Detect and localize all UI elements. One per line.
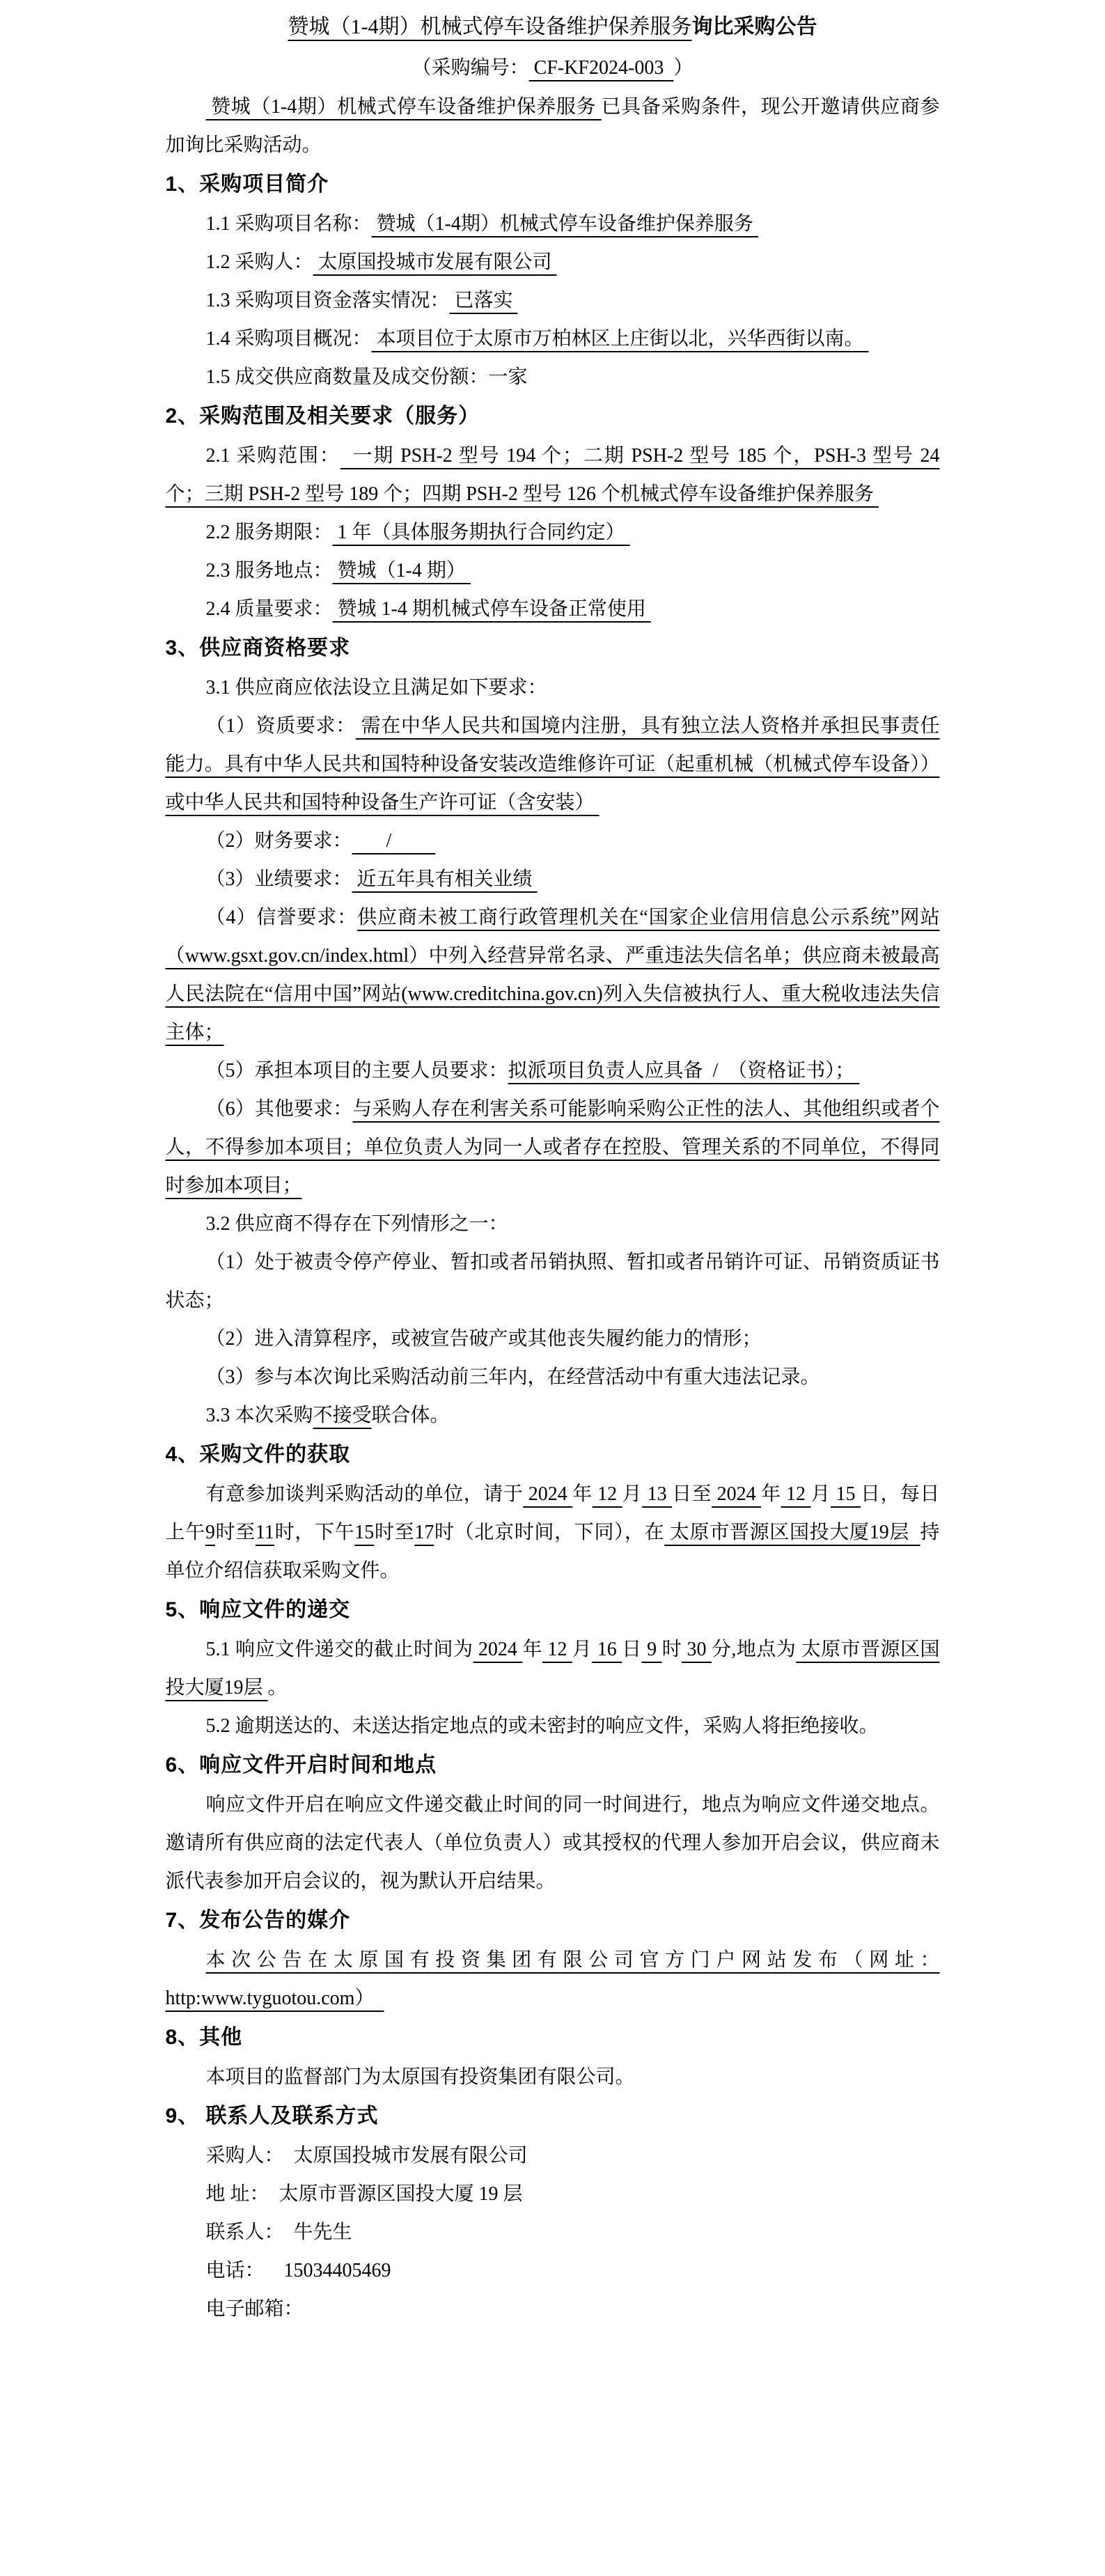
item-5-1-run: 。 (267, 1677, 288, 1699)
item-3-1-run: 3.1 供应商应依法设立且满足如下要求： (205, 677, 547, 698)
section-2-heading (166, 396, 940, 437)
procurement-number-run: CF-KF2024-003 (528, 57, 674, 79)
item-3-1-req-5-run: 拟派项目负责人应具备 / （资格证书）； (508, 1060, 860, 1082)
section-4-paragraph-run: 2024 (712, 1483, 762, 1505)
item-2-4-run: 赞城 1-4 期机械式停车设备正常使用 (332, 598, 651, 620)
intro-paragraph-run: 已具备采购条件，现公开邀请供应商参加询比采购活动。 (165, 96, 940, 156)
section-4-paragraph-run: 年 (761, 1483, 781, 1505)
section-8-heading-run: 8、其他 (165, 2026, 243, 2049)
procurement-number-run: （采购编号： (412, 57, 529, 79)
item-3-2-case-2 (166, 1320, 940, 1358)
section-4-paragraph-run: 12 (781, 1483, 811, 1505)
doc-title-run: 赞城（1-4期）机械式停车设备维护保养服务 (288, 15, 692, 38)
section-4-paragraph-run: 日，每日上午 (165, 1483, 940, 1543)
item-5-1-run: 日 (622, 1639, 642, 1660)
item-2-2-run: 1 年（具体服务期执行合同约定） (332, 522, 630, 543)
section-5-heading (166, 1590, 940, 1630)
item-3-2 (166, 1205, 940, 1243)
item-3-3-run: 不接受 (313, 1405, 372, 1426)
item-5-1-run: 年 (522, 1639, 542, 1660)
item-2-2 (166, 513, 940, 552)
section-2-heading-run: 2、采购范围及相关要求（服务） (165, 405, 480, 428)
item-3-1-req-4 (166, 898, 940, 1052)
item-3-2-case-3 (166, 1358, 940, 1396)
section-4-paragraph-run: 时（北京时间，下同），在 (434, 1522, 665, 1543)
item-3-1 (166, 669, 940, 707)
section-4-paragraph-run: 9 (205, 1522, 215, 1543)
item-5-1-run: 2024 (473, 1639, 523, 1660)
section-4-paragraph-run: 太原市晋源区国投大厦19层 (664, 1522, 920, 1543)
section-6-paragraph (166, 1786, 940, 1900)
item-3-1-req-1-run: （1）资质要求： (205, 715, 356, 737)
section-7-paragraph (166, 1941, 940, 2017)
item-2-4 (166, 590, 940, 628)
item-1-2-run: 太原国投城市发展有限公司 (313, 251, 557, 273)
intro-paragraph-run: 赞城（1-4期）机械式停车设备维护保养服务 (205, 96, 602, 118)
section-4-paragraph-run: 时至 (374, 1522, 415, 1543)
item-1-4-run: 1.4 采购项目概况： (205, 328, 372, 350)
intro-paragraph (166, 88, 940, 164)
item-1-1-run: 1.1 采购项目名称： (205, 213, 372, 235)
section-4-heading-run: 4、采购文件的获取 (165, 1443, 351, 1466)
item-5-1-run: 30 (682, 1639, 712, 1660)
item-1-1-run: 赞城（1-4期）机械式停车设备维护保养服务 (371, 213, 758, 235)
section-4-paragraph-run: 日至 (672, 1483, 712, 1505)
item-3-1-req-1-run: 需在中华人民共和国境内注册，具有独立法人资格并承担民事责任能力。具有中华人民共和国特种设备安装改造维修许可证（起重机械（机械式停车设备））或中华人民共和国特种设备生产许可证（含安装） (165, 715, 940, 813)
item-3-3-run: 联合体。 (371, 1405, 450, 1426)
contact-address (166, 2175, 940, 2213)
item-5-2-run: 5.2 逾期送达的、未送达指定地点的或未密封的响应文件，采购人将拒绝接收。 (205, 1715, 879, 1737)
item-3-1-req-2-run: （2）财务要求： (205, 830, 352, 852)
item-1-2-run: 1.2 采购人： (205, 251, 313, 273)
section-4-paragraph-run: 月 (622, 1483, 643, 1505)
item-1-5-run: 1.5 成交供应商数量及成交份额：一家 (205, 366, 528, 388)
section-7-heading-run: 7、发布公告的媒介 (165, 1909, 351, 1932)
item-2-1-run: 2.1 采购范围： (205, 445, 340, 467)
section-8-paragraph-run: 本项目的监督部门为太原国有投资集团有限公司。 (205, 2066, 635, 2088)
item-5-1-run: 时 (661, 1639, 682, 1660)
section-5-heading-run: 5、响应文件的递交 (165, 1598, 351, 1621)
section-7-paragraph-run: 本次公告在太原国有投资集团有限公司官方门户网站发布（网址： (205, 1949, 940, 1971)
contact-address-run: 地 址： 太原市晋源区国投大厦 19 层 (205, 2183, 523, 2205)
item-1-3 (166, 281, 940, 320)
section-4-paragraph-run: 12 (592, 1483, 622, 1505)
item-3-1-req-3-run: （3）业绩要求： (205, 868, 352, 890)
contact-purchaser (166, 2137, 940, 2175)
section-4-paragraph-run: 月 (810, 1483, 831, 1505)
item-5-2 (166, 1707, 940, 1745)
section-8-heading (166, 2017, 940, 2058)
item-2-1-run: 一期 PSH-2 型号 194 个；二期 PSH-2 型号 185 个，PSH-3 型号 24 个；三期 PSH-2 型号 189 个；四期 PSH-2 型号 126 个机械式停车设备维护保养服务 (165, 445, 940, 505)
item-1-4 (166, 320, 940, 358)
item-3-1-req-4-run: 供应商未被工商行政管理机关在“国家企业信用信息公示系统”网站（www.gsxt.gov.cn/index.html）中列入经营异常名录、严重违法失信名单；供应商未被最高人民法院在“信用中国”网站(www.creditchina.gov.cn)列入失信被执行人、重大税收违法失信主体； (165, 907, 940, 1043)
item-2-3-run: 2.3 服务地点： (205, 560, 333, 581)
item-3-1-req-1 (166, 707, 940, 822)
item-2-4-run: 2.4 质量要求： (205, 598, 333, 620)
contact-phone-run: 电话： 15034405469 (205, 2260, 391, 2281)
item-5-1-run: 5.1 响应文件递交的截止时间为 (205, 1639, 473, 1660)
section-3-heading-run: 3、供应商资格要求 (165, 637, 351, 659)
section-9-heading-run: 9、 联系人及联系方式 (165, 2105, 379, 2128)
item-3-1-req-3 (166, 860, 940, 898)
contact-phone (166, 2251, 940, 2290)
contact-purchaser-run: 采购人： 太原国投城市发展有限公司 (205, 2145, 528, 2167)
item-5-1-run: 分,地点为 (711, 1639, 797, 1660)
section-4-paragraph-run: 有意参加谈判采购活动的单位，请于 (205, 1483, 524, 1505)
item-2-3-run: 赞城（1-4 期） (332, 560, 471, 581)
item-3-2-case-1-run: （1）处于被责令停产停业、暂扣或者吊销执照、暂扣或者吊销许可证、吊销资质证书状态； (165, 1251, 940, 1311)
item-3-1-req-6-run: （6）其他要求： (205, 1098, 353, 1120)
section-4-paragraph-run: 时，下午 (274, 1522, 355, 1543)
item-3-1-req-3-run: 近五年具有相关业绩 (352, 868, 538, 890)
contact-email (166, 2290, 940, 2328)
contact-person (166, 2213, 940, 2251)
item-1-3-run: 1.3 采购项目资金落实情况： (205, 290, 450, 311)
item-3-1-req-2-run: / (352, 830, 436, 852)
section-4-paragraph-run: 13 (642, 1483, 673, 1505)
section-4-heading (166, 1435, 940, 1475)
section-4-paragraph (166, 1475, 940, 1590)
item-1-2 (166, 243, 940, 281)
section-7-heading (166, 1900, 940, 1941)
item-1-1 (166, 205, 940, 243)
doc-title-run: 询比采购公告 (691, 15, 817, 38)
item-3-1-req-5-run: （5）承担本项目的主要人员要求： (205, 1060, 508, 1082)
item-5-1-run: 12 (542, 1639, 572, 1660)
item-3-3-run: 3.3 本次采购 (205, 1405, 313, 1426)
item-3-1-req-5 (166, 1052, 940, 1090)
contact-person-run: 联系人： 牛先生 (205, 2222, 352, 2243)
item-3-1-req-2 (166, 822, 940, 860)
section-4-paragraph-run: 2024 (523, 1483, 573, 1505)
item-2-3 (166, 552, 940, 590)
section-4-paragraph-run: 15 (354, 1522, 375, 1543)
item-3-3 (166, 1396, 940, 1435)
item-3-1-req-6-run: 与采购人存在利害关系可能影响采购公正性的法人、其他组织或者个人，不得参加本项目；单位负责人为同一人或者存在控股、管理关系的不同单位，不得同时参加本项目； (165, 1098, 940, 1196)
section-4-paragraph-run: 年 (572, 1483, 593, 1505)
doc-title (166, 6, 940, 49)
contact-email-run: 电子邮箱： (205, 2298, 304, 2320)
section-4-paragraph-run: 17 (414, 1522, 434, 1543)
item-3-2-case-3-run: （3）参与本次询比采购活动前三年内，在经营活动中有重大违法记录。 (205, 1366, 820, 1388)
section-4-paragraph-run: 时至 (214, 1522, 256, 1543)
section-4-paragraph-run: 11 (255, 1522, 274, 1543)
item-2-2-run: 2.2 服务期限： (205, 522, 333, 543)
item-1-5 (166, 358, 940, 396)
procurement-number-run: ） (673, 57, 693, 79)
section-6-heading-run: 6、响应文件开启时间和地点 (165, 1754, 437, 1777)
section-3-heading (166, 628, 940, 669)
item-3-2-run: 3.2 供应商不得存在下列情形之一： (205, 1213, 508, 1235)
section-7-paragraph-run: http:www.tyguotou.com） (165, 1988, 384, 2009)
item-5-1-run: 9 (641, 1639, 662, 1660)
section-4-paragraph-run: 持单位介绍信获取采购文件。 (165, 1522, 940, 1582)
section-6-paragraph-run: 响应文件开启在响应文件递交截止时间的同一时间进行，地点为响应文件递交地点。邀请所有供应商的法定代表人（单位负责人）或其授权的代理人参加开启会议，供应商未派代表参加开启会议的，视为默认开启结果。 (165, 1794, 940, 1892)
item-3-2-case-1 (166, 1243, 940, 1320)
item-3-1-req-4-run: （4）信誉要求： (205, 907, 358, 928)
item-3-2-case-2-run: （2）进入清算程序，或被宣告破产或其他丧失履约能力的情形； (205, 1328, 762, 1350)
item-5-1-run: 月 (572, 1639, 593, 1660)
item-5-1-run: 16 (592, 1639, 622, 1660)
section-4-paragraph-run: 15 (831, 1483, 861, 1505)
item-2-1 (166, 437, 940, 513)
section-9-heading (166, 2096, 940, 2137)
item-5-1-run: 太原市晋源区国投大厦19层 (165, 1639, 940, 1699)
item-5-1 (166, 1630, 940, 1707)
section-8-paragraph (166, 2058, 940, 2096)
item-3-1-req-6 (166, 1090, 940, 1205)
item-1-4-run: 本项目位于太原市万柏林区上庄街以北，兴华西街以南。 (371, 328, 869, 350)
document-body (166, 0, 940, 2328)
item-1-3-run: 已落实 (449, 290, 518, 311)
section-6-heading (166, 1745, 940, 1786)
section-1-heading-run: 1、采购项目简介 (165, 173, 329, 196)
section-1-heading (166, 164, 940, 205)
procurement-number (166, 49, 940, 88)
